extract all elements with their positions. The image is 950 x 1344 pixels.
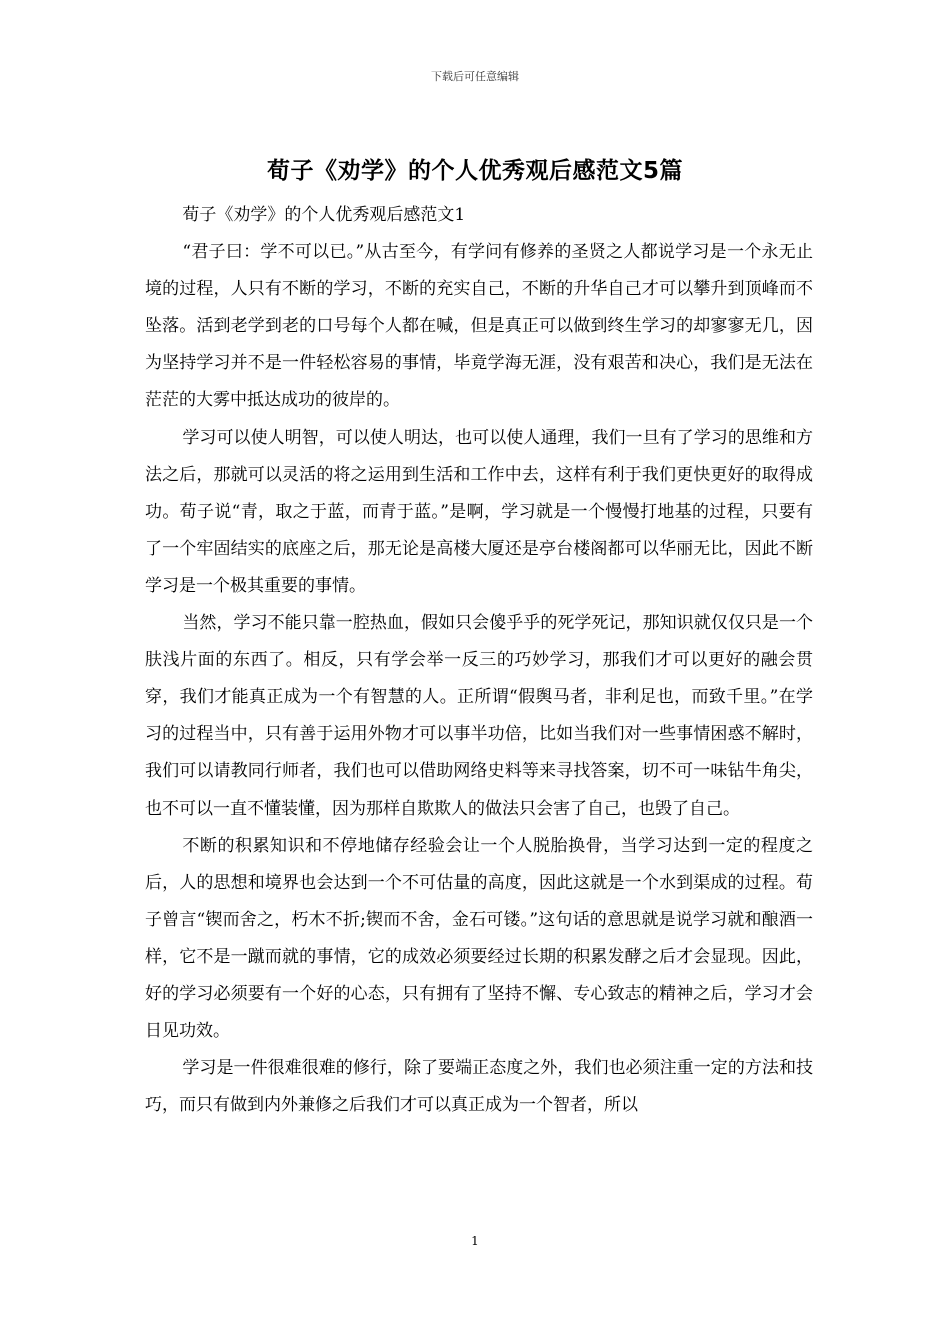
paragraph: 当然，学习不能只靠一腔热血，假如只会傻乎乎的死学死记，那知识就仅仅只是一个肤浅片面的东西了。相反，只有学会举一反三的巧妙学习，那我们才可以更好的融会贯穿，我们才能真正成为一个有智慧的人。正所谓“假舆马者，非利足也，而致千里。”在学习的过程当中，只有善于运用外物才可以事半功倍，比如当我们对一些事情困惑不解时，我们可以请教同行师者，我们也可以借助网络史料等来寻找答案，切不可一味钻牛角尖，也不可以一直不懂装懂，因为那样自欺欺人的做法只会害了自己，也毁了自己。 (145, 613, 813, 819)
page-number: 1 (471, 1234, 479, 1248)
header-note: 下载后可任意编辑 (431, 70, 519, 83)
paragraph: 学习可以使人明智，可以使人明达，也可以使人通理，我们一旦有了学习的思维和方法之后，那就可以灵活的将之运用到生活和工作中去，这样有利于我们更快更好的取得成功。荀子说“青，取之于蓝，而青于蓝。”是啊，学习就是一个慢慢打地基的过程，只要有了一个牢固结实的底座之后，那无论是高楼大厦还是亭台楼阁都可以华丽无比，因此不断学习是一个极其重要的事情。 (145, 427, 813, 596)
document-title: 荀子《劝学》的个人优秀观后感范文5篇 (266, 158, 683, 184)
document-body (145, 197, 813, 1124)
document-subtitle: 荀子《劝学》的个人优秀观后感范文1 (182, 205, 466, 225)
paragraph: 学习是一件很难很难的修行，除了要端正态度之外，我们也必须注重一定的方法和技巧，而只有做到内外兼修之后我们才可以真正成为一个智者，所以 (145, 1058, 813, 1116)
paragraph: “君子曰：学不可以已。”从古至今，有学问有修养的圣贤之人都说学习是一个永无止境的过程，人只有不断的学习，不断的充实自己，不断的升华自己才可以攀升到顶峰而不坠落。活到老学到老的口号每个人都在喊，但是真正可以做到终生学习的却寥寥无几，因为坚持学习并不是一件轻松容易的事情，毕竟学海无涯，没有艰苦和决心，我们是无法在茫茫的大雾中抵达成功的彼岸的。 (145, 242, 813, 411)
paragraph: 不断的积累知识和不停地储存经验会让一个人脱胎换骨，当学习达到一定的程度之后，人的思想和境界也会达到一个不可估量的高度，因此这就是一个水到渠成的过程。荀子曾言“锲而舍之，朽木不折;锲而不舍，金石可镂。”这句话的意思就是说学习就和酿酒一样，它不是一蹴而就的事情，它的成效必须要经过长期的积累发酵之后才会显现。因此，好的学习必须要有一个好的心态，只有拥有了坚持不懈、专心致志的精神之后，学习才会日见功效。 (145, 835, 813, 1042)
